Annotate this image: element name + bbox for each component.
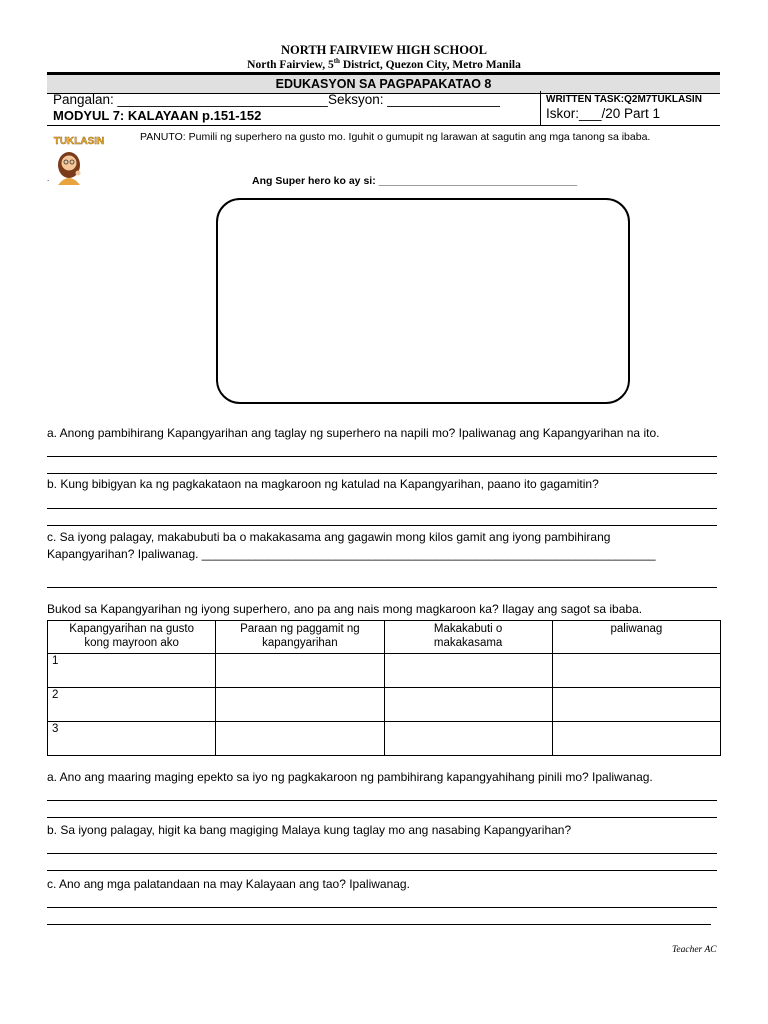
address-part-2: District, Quezon City, Metro Manila [339,58,521,71]
answer-line[interactable] [47,525,717,526]
table-cell[interactable] [384,688,552,722]
table-header-row [48,621,721,654]
table-cell[interactable] [216,688,384,722]
tuklasin-badge [47,133,111,187]
superhero-prompt[interactable]: Ang Super hero ko ay si: __________________________________ [252,175,578,187]
answer-line[interactable] [47,800,717,801]
question-2c: c. Ano ang mga palatandaan na may Kalayaan ang tao? Ipaliwanag. [47,877,410,891]
badge-label: TUKLASIN [53,136,105,147]
table-cell[interactable] [552,722,720,756]
drawing-box[interactable] [216,198,630,404]
table-row [48,654,721,688]
header-line: paliwanag [610,623,663,635]
row-number: 2 [48,688,216,722]
table-cell[interactable] [216,722,384,756]
answer-line[interactable] [47,817,717,818]
answer-line[interactable] [47,924,711,925]
teacher-signature: Teacher AC [672,945,717,955]
table-row [48,688,721,722]
answer-line[interactable] [47,853,717,854]
table-row [48,722,721,756]
girl-thinking-icon [47,133,111,187]
answer-line[interactable] [47,508,717,509]
answer-line[interactable] [47,473,717,474]
table-intro: Bukod sa Kapangyarihan ng iyong superhero, ano pa ang nais mong magkaroon ka? Ilagay ang sagot sa ibaba. [47,602,643,616]
table-cell[interactable] [552,654,720,688]
question-2b: b. Sa iyong palagay, higit ka bang magiging Malaya kung taglay mo ang nasabing Kapangyarihan? [47,823,572,837]
instructions: PANUTO: Pumili ng superhero na gusto mo. Iguhit o gumupit ng larawan at sagutin ang mga tanong sa ibaba. [140,131,651,143]
info-divider [540,91,541,125]
info-bottom-rule [47,125,720,126]
table-cell[interactable] [216,654,384,688]
section-field[interactable]: Seksyon: _______________ [328,92,500,107]
name-field[interactable]: Pangalan: ____________________________ [53,92,328,107]
row-number: 1 [48,654,216,688]
table-header-cell [552,621,720,654]
header-line: Makakabuti o [433,623,503,635]
table-cell[interactable] [384,654,552,688]
question-1c-continued[interactable]: Kapangyarihan? Ipaliwanag. ____________________________________________________________________ [47,547,656,561]
table-cell[interactable] [552,688,720,722]
table-cell[interactable] [384,722,552,756]
powers-table [47,620,721,756]
school-name: NORTH FAIRVIEW HIGH SCHOOL [281,43,487,57]
task-code: WRITTEN TASK:Q2M7TUKLASIN [546,94,702,105]
header-line: kong mayroon ako [84,637,179,649]
answer-line[interactable] [47,907,717,908]
address-part-1: North Fairview, 5 [247,58,334,71]
table-header-cell [48,621,216,654]
table-header-cell [216,621,384,654]
address-superscript: th [333,57,340,65]
question-1b: b. Kung bibigyan ka ng pagkakataon na magkaroon ng katulad na Kapangyarihan, paano ito gagamitin? [47,477,599,491]
row-number: 3 [48,722,216,756]
answer-line[interactable] [47,870,717,871]
school-address [0,57,768,71]
module-title: MODYUL 7: KALAYAAN p.151-152 [53,108,262,123]
table-header-cell [384,621,552,654]
header-line: kapangyarihan [262,637,338,649]
answer-line[interactable] [47,587,717,588]
score-field[interactable]: Iskor:___/20 Part 1 [546,106,661,121]
header-line: Paraan ng paggamit ng [240,623,360,635]
question-1a: a. Anong pambihirang Kapangyarihan ang taglay ng superhero na napili mo? Ipaliwanag ang Kapangyarihan na ito. [47,426,660,440]
header-line: Kapangyarihan na gusto [69,623,194,635]
question-2a: a. Ano ang maaring maging epekto sa iyo ng pagkakaroon ng pambihirang kapangyahihang pinili mo? Ipaliwanag. [47,770,653,784]
header-line: makakasama [433,637,503,649]
answer-line[interactable] [47,456,717,457]
dot-mark: . [47,174,50,183]
subject-title: EDUKASYON SA PAGPAPAKATAO 8 [47,72,720,94]
question-1c: c. Sa iyong palagay, makabubuti ba o makakasama ang gagawin mong kilos gamit ang iyong pambihirang [47,530,611,544]
